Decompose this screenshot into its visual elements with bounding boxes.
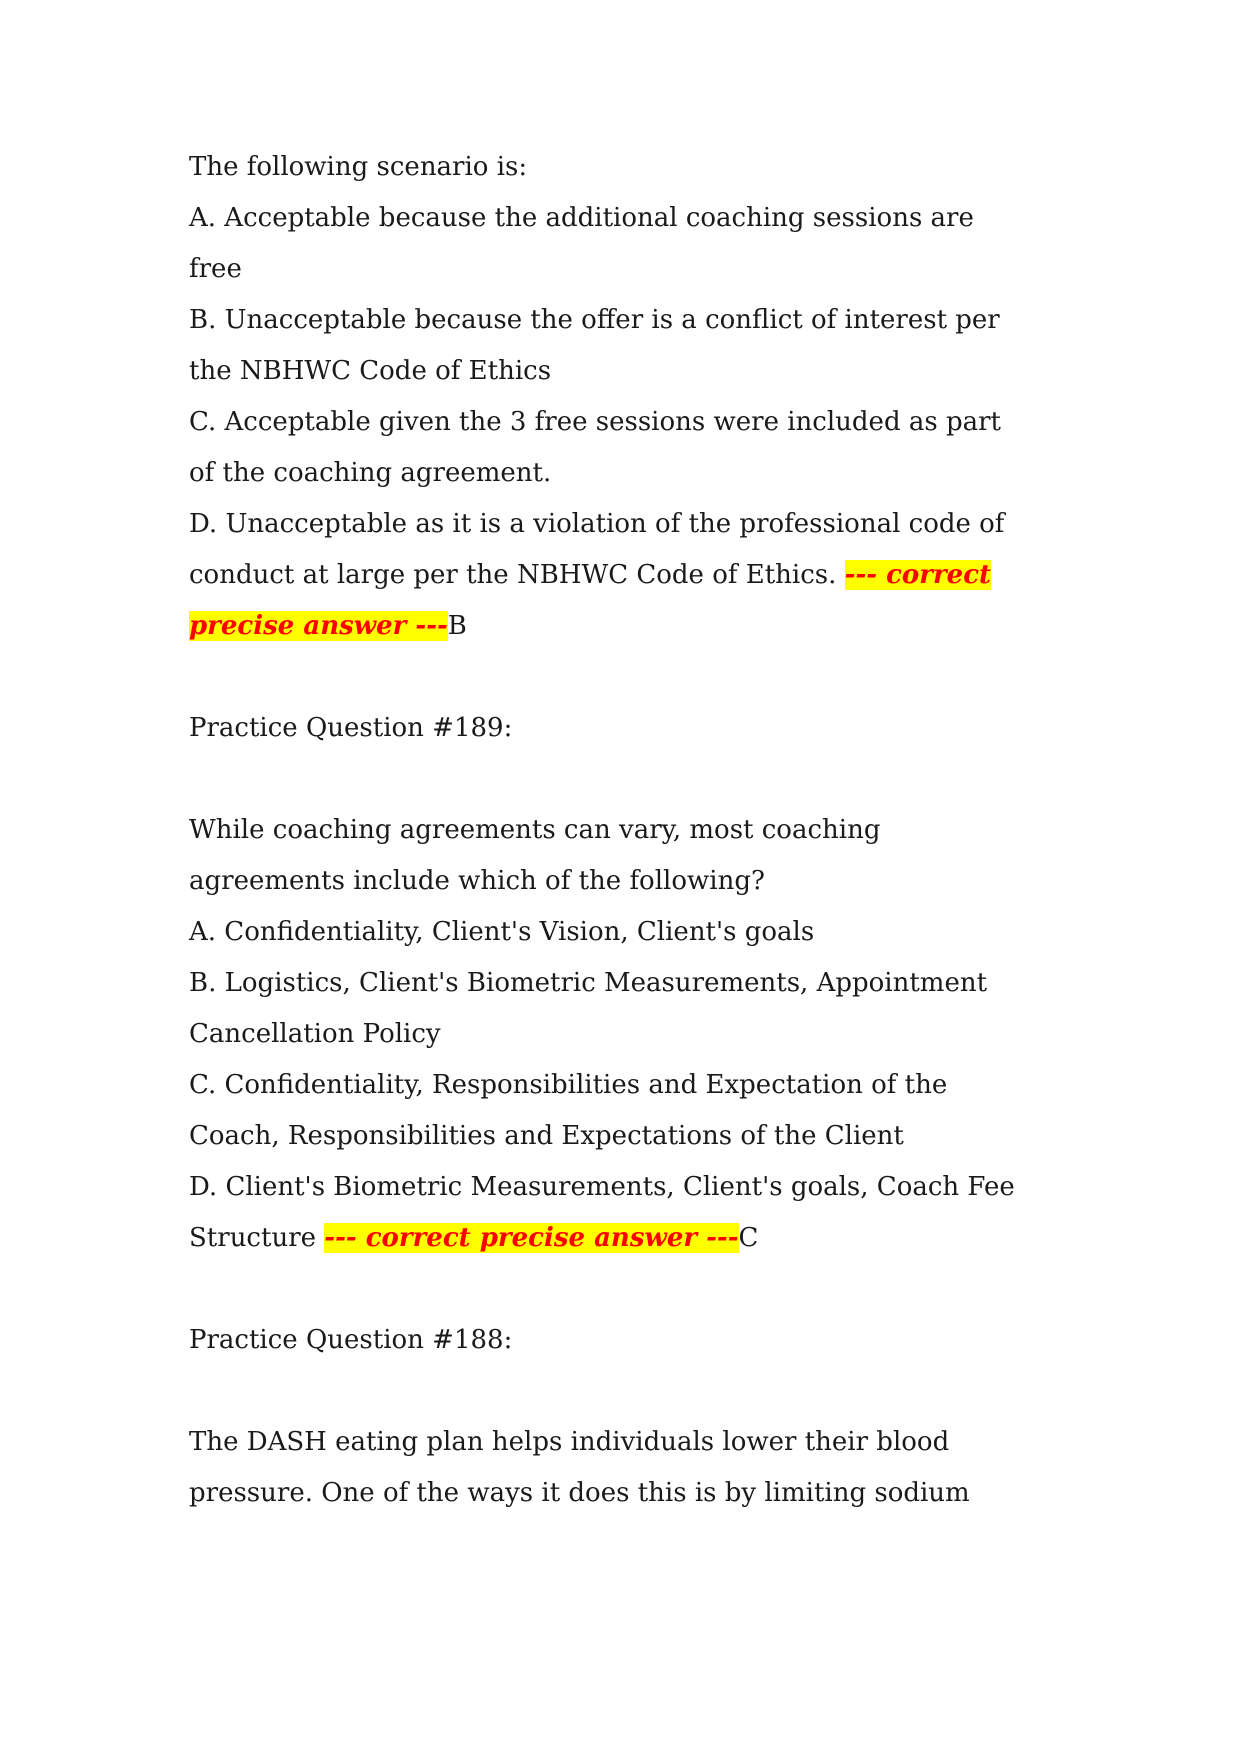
option-b-cont: the NBHWC Code of Ethics xyxy=(189,356,552,386)
answer-letter: B xyxy=(447,611,467,641)
answer-line xyxy=(189,601,1069,652)
spacer xyxy=(189,1366,1069,1417)
question-heading: Practice Question #189: xyxy=(189,713,513,743)
question-block-189 xyxy=(189,703,1069,1264)
answer-letter: C xyxy=(738,1223,759,1253)
question-stem: While coaching agreements can vary, most coaching xyxy=(189,815,881,845)
question-stem: The DASH eating plan helps individuals lower their blood xyxy=(189,1427,950,1457)
option-b-cont: Cancellation Policy xyxy=(189,1019,441,1049)
option-d-cont xyxy=(189,550,1069,601)
option-a: A. Acceptable because the additional coaching sessions are xyxy=(189,203,974,233)
question-block-188 xyxy=(189,1315,1069,1519)
option-c-cont: Coach, Responsibilities and Expectations of the Client xyxy=(189,1121,904,1151)
question-heading: Practice Question #188: xyxy=(189,1325,513,1355)
question-stem: The following scenario is: xyxy=(189,152,528,182)
option-d: D. Unacceptable as it is a violation of the professional code of xyxy=(189,509,1005,539)
option-a-cont: free xyxy=(189,254,242,284)
option-d-text: conduct at large per the NBHWC Code of Ethics. xyxy=(189,560,845,590)
correct-answer-marker-cont: precise answer --- xyxy=(189,611,448,641)
option-c: C. Confidentiality, Responsibilities and Expectation of the xyxy=(189,1070,948,1100)
spacer xyxy=(189,754,1069,805)
spacer xyxy=(189,652,1069,703)
option-a: A. Confidentiality, Client's Vision, Client's goals xyxy=(189,917,815,947)
option-b: B. Unacceptable because the offer is a conflict of interest per xyxy=(189,305,1000,335)
question-block-scenario xyxy=(189,142,1069,652)
question-stem-cont: pressure. One of the ways it does this is by limiting sodium xyxy=(189,1478,970,1508)
answer-line xyxy=(189,1213,1069,1264)
question-stem-cont: agreements include which of the following? xyxy=(189,866,765,896)
option-c: C. Acceptable given the 3 free sessions were included as part xyxy=(189,407,1001,437)
correct-answer-marker: --- correct xyxy=(844,560,992,590)
correct-answer-marker: --- correct precise answer --- xyxy=(324,1223,739,1253)
option-c-cont: of the coaching agreement. xyxy=(189,458,552,488)
option-d-cont: Structure xyxy=(189,1223,325,1253)
document-page xyxy=(189,142,1069,1519)
option-b: B. Logistics, Client's Biometric Measurements, Appointment xyxy=(189,968,988,998)
spacer xyxy=(189,1264,1069,1315)
option-d: D. Client's Biometric Measurements, Client's goals, Coach Fee xyxy=(189,1172,1015,1202)
